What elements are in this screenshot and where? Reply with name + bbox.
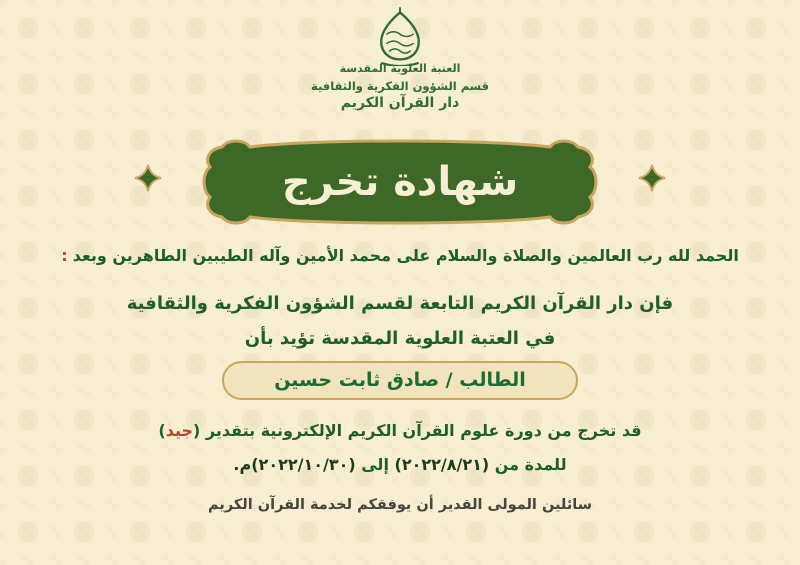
left-ornament-icon [133,163,163,193]
preamble-colon: : [61,246,68,265]
title-banner [180,136,620,228]
date-from: (٢٠٢٢/٨/٢١) [394,455,490,474]
issuer-line-1: فإن دار القرآن الكريم التابعة لقسم الشؤون الفكرية والثقافية [126,293,674,314]
period-label: للمدة من [489,455,567,474]
shrine-name: العتبة العلوية المقدسة [339,62,461,75]
student-name-badge: الطالب / صادق ثابت حسين [222,361,578,400]
shrine-emblem-icon [350,6,450,66]
certificate-title: شهادة تخرج [281,159,519,205]
graduation-text: قد تخرج من دورة علوم القرآن الكريم الإلكترونية بتقدير ( [193,421,642,440]
closing-line: سائلين المولى القدير أن يوفقكم لخدمة القرآن الكريم [208,497,592,513]
period-to-label: إلى [355,455,395,474]
date-to: (٢٠٢٢/١٠/٣٠) [251,455,356,474]
issuer-line-2: في العتبة العلوية المقدسة تؤيد بأن [244,328,556,349]
department-name: قسم الشؤون الفكرية والثقافية [311,78,489,93]
right-ornament-icon [637,163,667,193]
preamble-text: الحمد لله رب العالمين والصلاة والسلام على محمد الأمين وآله الطيبين الطاهرين وبعد [72,246,739,265]
era-suffix: م. [233,455,252,474]
organization-name: دار القرآن الكريم [340,95,460,112]
grade-value: جيد [165,421,194,440]
student-name-row [0,361,800,400]
period-line [0,455,800,474]
shrine-logo [0,6,800,113]
preamble-line [0,246,800,265]
graduation-text-end: ) [158,421,166,440]
graduation-line [0,421,800,440]
banner-row [0,136,800,228]
